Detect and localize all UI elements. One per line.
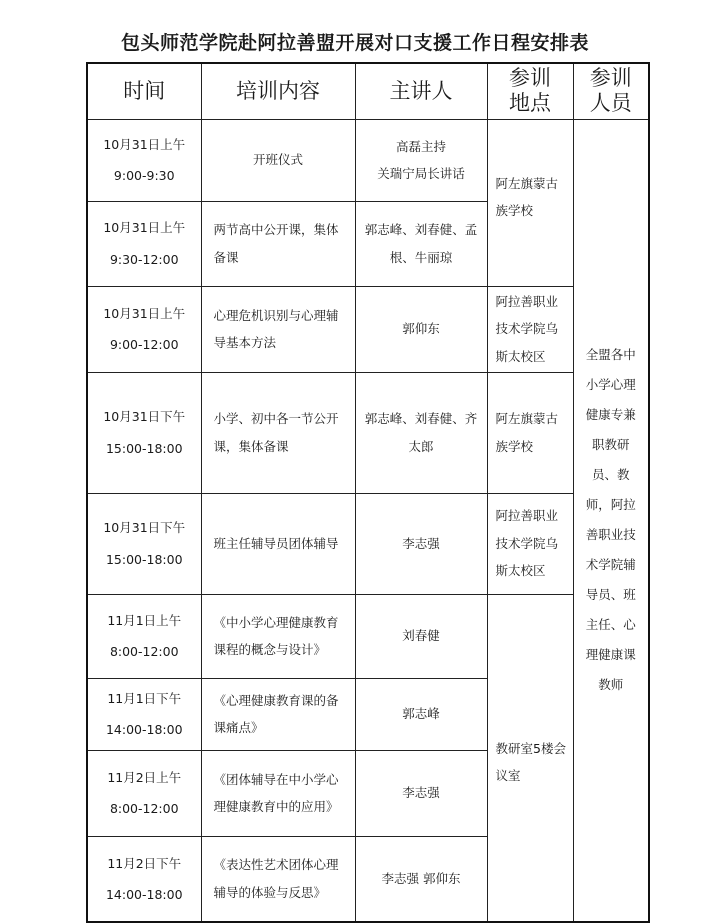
header-row — [87, 63, 649, 119]
speaker-cell: 刘春健 — [355, 594, 487, 678]
header-people-line2: 人员 — [589, 91, 632, 116]
time-range: 8:00-12:00 — [109, 801, 179, 816]
content-cell: 《中小学心理健康教育课程的概念与设计》 — [201, 594, 355, 678]
schedule-table — [86, 62, 650, 923]
content-cell: 小学、初中各一节公开课，集体备课 — [201, 372, 355, 493]
time-date: 11月2日下午 — [107, 855, 182, 871]
speaker-cell: 李志强 — [355, 493, 487, 594]
time-range: 9:00-12:00 — [109, 337, 179, 352]
time-cell — [87, 750, 201, 836]
time-date: 11月2日上午 — [107, 769, 182, 785]
speaker-cell: 李志强 — [355, 750, 487, 836]
speaker-cell: 郭仰东 — [355, 286, 487, 372]
time-cell — [87, 201, 201, 286]
time-cell — [87, 286, 201, 372]
content-cell: 班主任辅导员团体辅导 — [201, 493, 355, 594]
content-cell: 心理危机识别与心理辅导基本方法 — [201, 286, 355, 372]
time-date: 10月31日上午 — [103, 220, 186, 236]
place-cell: 阿左旗蒙古族学校 — [487, 119, 573, 286]
time-range: 14:00-18:00 — [105, 886, 183, 902]
header-place-line1: 参训 — [509, 66, 551, 91]
time-date: 10月31日上午 — [103, 136, 186, 152]
time-range: 8:00-12:00 — [109, 644, 179, 659]
time-cell — [87, 119, 201, 201]
table-row — [87, 594, 649, 678]
speaker-cell: 郭志峰、刘春健、孟根、牛丽琼 — [355, 201, 487, 286]
people-cell: 全盟各中小学心理健康专兼职教研员、教师，阿拉善职业技术学院辅导员、班主任、心理健康课教师 — [573, 119, 649, 922]
place-cell: 阿左旗蒙古族学校 — [487, 372, 573, 493]
table-row — [87, 286, 649, 372]
content-cell: 两节高中公开课，集体备课 — [201, 201, 355, 286]
header-people-line1: 参训 — [589, 66, 632, 91]
time-range: 15:00-18:00 — [105, 440, 183, 456]
content-cell: 开班仪式 — [201, 119, 355, 201]
time-cell — [87, 678, 201, 750]
place-cell: 阿拉善职业技术学院乌斯太校区 — [487, 493, 573, 594]
time-cell — [87, 594, 201, 678]
time-date: 11月1日下午 — [107, 690, 182, 706]
content-cell: 《团体辅导在中小学心理健康教育中的应用》 — [201, 750, 355, 836]
speaker-cell — [355, 119, 487, 201]
time-date: 10月31日上午 — [103, 305, 186, 321]
header-time: 时间 — [87, 63, 201, 119]
place-cell: 阿拉善职业技术学院乌斯太校区 — [487, 286, 573, 372]
time-date: 10月31日下午 — [103, 520, 186, 536]
speaker-cell: 郭志峰 — [355, 678, 487, 750]
place-cell: 教研室5楼会议室 — [487, 594, 573, 922]
time-cell — [87, 493, 201, 594]
header-content: 培训内容 — [201, 63, 355, 119]
speaker-cell: 郭志峰、刘春健、齐太郎 — [355, 372, 487, 493]
speaker-line: 关瑞宁局长讲话 — [377, 166, 465, 181]
time-date: 10月31日下午 — [103, 409, 186, 425]
content-cell: 《心理健康教育课的备课痛点》 — [201, 678, 355, 750]
header-people — [573, 63, 649, 119]
time-range: 15:00-18:00 — [105, 551, 183, 567]
time-range: 9:30-12:00 — [109, 251, 179, 267]
table-row — [87, 493, 649, 594]
speaker-cell: 李志强 郭仰东 — [355, 836, 487, 922]
speaker-line: 高磊主持 — [395, 138, 446, 154]
table-row — [87, 119, 649, 201]
time-range: 14:00-18:00 — [105, 722, 183, 737]
content-cell: 《表达性艺术团体心理辅导的体验与反思》 — [201, 836, 355, 922]
time-range: 9:00-9:30 — [113, 168, 175, 183]
time-cell — [87, 372, 201, 493]
page-title: 包头师范学院赴阿拉善盟开展对口支援工作日程安排表 — [120, 32, 589, 54]
table-row — [87, 372, 649, 493]
header-place-line2: 地点 — [509, 91, 551, 116]
time-cell — [87, 836, 201, 922]
header-place — [487, 63, 573, 119]
time-date: 11月1日上午 — [107, 612, 182, 628]
header-speaker: 主讲人 — [355, 63, 487, 119]
